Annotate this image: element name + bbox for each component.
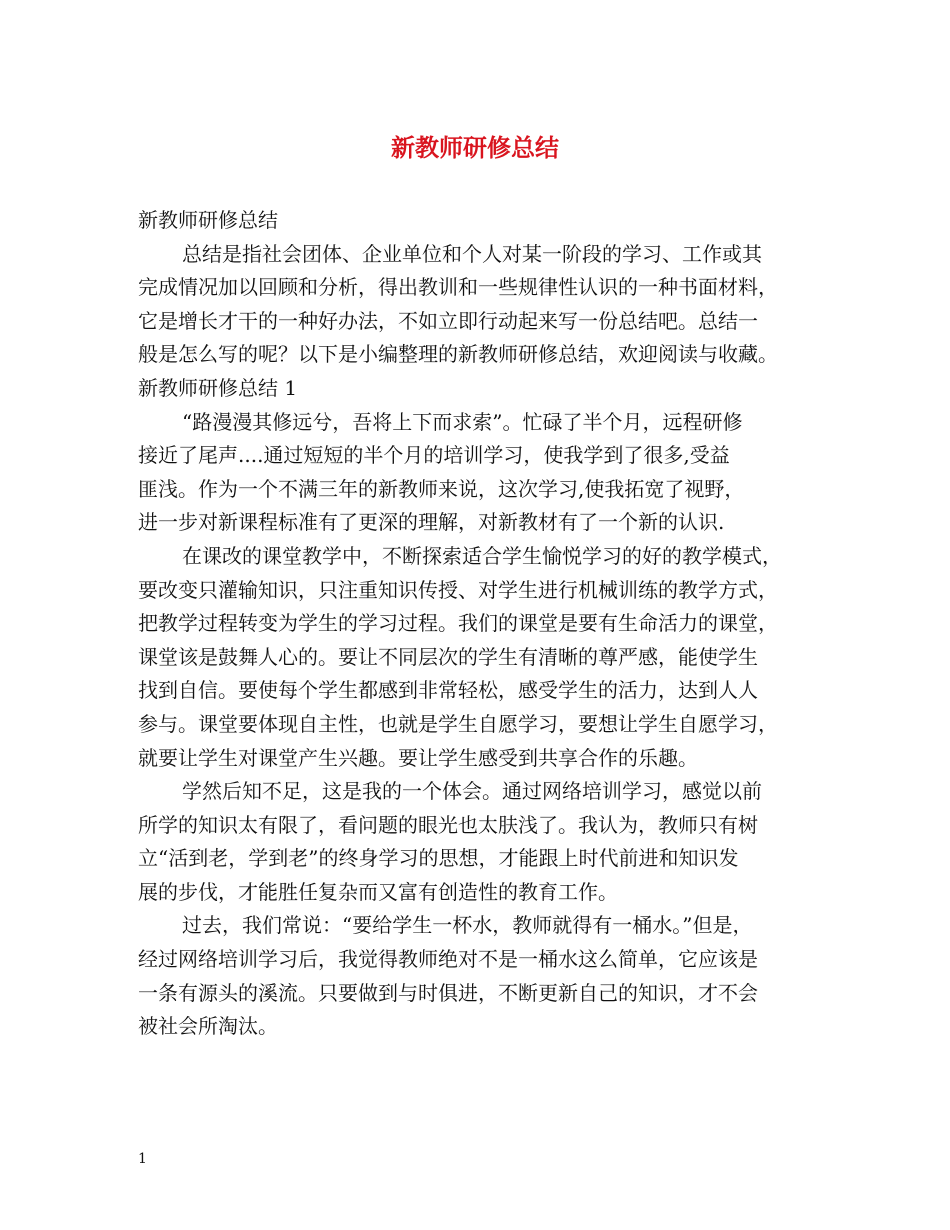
- text-line: 完成情况加以回顾和分析，得出教训和一些规律性认识的一种书面材料，: [138, 275, 778, 300]
- text-line: 总结是指社会团体、企业单位和个人对某一阶段的学习、工作或其: [182, 241, 762, 266]
- document-body: [138, 204, 828, 1044]
- text-line: 进一步对新课程标准有了更深的理解，对新教材有了一个新的认识.: [138, 510, 725, 535]
- text-line: 找到自信。要使每个学生都感到非常轻松，感受学生的活力，达到人人: [138, 678, 758, 703]
- text-line: 被社会所淘汰。: [138, 1014, 278, 1039]
- section-heading: 新教师研修总结 1: [138, 375, 298, 400]
- text-line: 一条有源头的溪流。只要做到与时俱进，不断更新自己的知识，才不会: [138, 980, 758, 1005]
- text-line: 要改变只灌输知识，只注重知识传授、对学生进行机械训练的教学方式，: [138, 577, 778, 602]
- text-line: 经过网络培训学习后，我觉得教师绝对不是一桶水这么简单，它应该是: [138, 947, 758, 972]
- text-line: 展的步伐，才能胜任复杂而又富有创造性的教育工作。: [138, 879, 618, 904]
- text-line: 般是怎么写的呢？以下是小编整理的新教师研修总结，欢迎阅读与收藏。: [138, 342, 778, 367]
- text-line: 参与。课堂要体现自主性，也就是学生自愿学习，要想让学生自愿学习，: [138, 711, 778, 736]
- text-line: 匪浅。作为一个不满三年的新教师来说，这次学习,使我拓宽了视野，: [138, 476, 745, 501]
- text-line: 它是增长才干的一种好办法，不如立即行动起来写一份总结吧。总结一: [138, 308, 758, 333]
- text-line: 在课改的课堂教学中，不断探索适合学生愉悦学习的好的教学模式，: [182, 543, 782, 568]
- text-line: 课堂该是鼓舞人心的。要让不同层次的学生有清晰的尊严感，能使学生: [138, 644, 758, 669]
- text-line: 新教师研修总结: [138, 208, 278, 232]
- text-line: 把教学过程转变为学生的学习过程。我们的课堂是要有生命活力的课堂，: [138, 611, 778, 636]
- page-number: 1: [138, 1151, 147, 1167]
- text-line: 过去，我们常说：“要给学生一杯水，教师就得有一桶水。”但是，: [182, 913, 753, 938]
- text-line: 接近了尾声....通过短短的半个月的培训学习，使我学到了很多,受益: [138, 443, 730, 468]
- text-line: 就要让学生对课堂产生兴趣。要让学生感受到共享合作的乐趣。: [138, 745, 698, 770]
- text-line: 学然后知不足，这是我的一个体会。通过网络培训学习，感觉以前: [182, 779, 762, 804]
- text-line: 立“活到老，学到老”的终身学习的思想，才能跟上时代前进和知识发: [138, 846, 739, 871]
- document-title: 新教师研修总结: [391, 133, 559, 162]
- text-line: “路漫漫其修远兮，吾将上下而求索”。忙碌了半个月，远程研修: [182, 409, 743, 434]
- text-line: 所学的知识太有限了，看问题的眼光也太肤浅了。我认为，教师只有树: [138, 812, 758, 837]
